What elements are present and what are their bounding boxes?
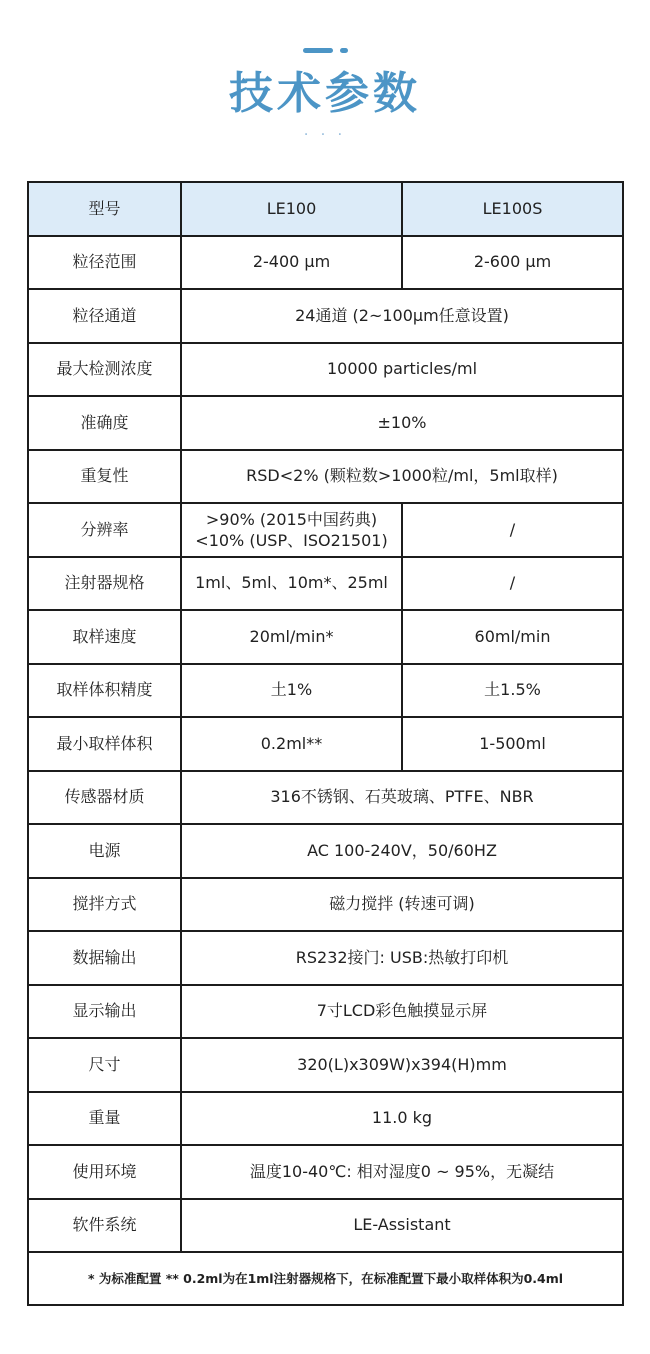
- row-label: 粒径范围: [28, 236, 181, 290]
- column-header-le100: LE100: [181, 182, 402, 236]
- decoration-dot: [340, 48, 348, 53]
- row-value-le100: 0.2ml**: [181, 717, 402, 771]
- spec-table: [27, 181, 624, 1306]
- table-row: [28, 1199, 623, 1253]
- table-row: [28, 610, 623, 664]
- row-label: 取样体积精度: [28, 664, 181, 718]
- column-header-model: 型号: [28, 182, 181, 236]
- title-decoration-dots: · · ·: [303, 127, 347, 143]
- cell-line: <10% (USP、ISO21501): [195, 530, 388, 550]
- row-label: 尺寸: [28, 1038, 181, 1092]
- row-label: 传感器材质: [28, 771, 181, 825]
- table-row: [28, 450, 623, 504]
- table-row: [28, 289, 623, 343]
- row-label: 数据输出: [28, 931, 181, 985]
- row-value-shared: LE-Assistant: [181, 1199, 623, 1253]
- table-row: [28, 664, 623, 718]
- row-value-le100: 土1%: [181, 664, 402, 718]
- row-value-le100: 1ml、5ml、10m*、25ml: [181, 557, 402, 611]
- row-value-shared: 磁力搅拌 (转速可调): [181, 878, 623, 932]
- section-header: [0, 0, 650, 180]
- row-label: 粒径通道: [28, 289, 181, 343]
- row-value-le100: 20ml/min*: [181, 610, 402, 664]
- row-label: 软件系统: [28, 1199, 181, 1253]
- row-value-le100s: 60ml/min: [402, 610, 623, 664]
- row-label: 重量: [28, 1092, 181, 1146]
- row-label: 电源: [28, 824, 181, 878]
- row-value-shared: AC 100-240V，50/60HZ: [181, 824, 623, 878]
- table-row: [28, 343, 623, 397]
- table-row: [28, 236, 623, 290]
- row-label: 取样速度: [28, 610, 181, 664]
- row-value-le100s: /: [402, 503, 623, 557]
- row-label: 注射器规格: [28, 557, 181, 611]
- row-label: 准确度: [28, 396, 181, 450]
- table-row: [28, 396, 623, 450]
- row-value-shared: ±10%: [181, 396, 623, 450]
- row-label: 最大检测浓度: [28, 343, 181, 397]
- row-value-shared: 11.0 kg: [181, 1092, 623, 1146]
- row-value-shared: RS232接门: USB:热敏打印机: [181, 931, 623, 985]
- cell-line: >90% (2015中国药典): [205, 509, 378, 529]
- row-value-le100: [181, 503, 402, 557]
- table-row: [28, 503, 623, 557]
- table-row: [28, 878, 623, 932]
- page-title: 技术参数: [229, 68, 421, 119]
- row-value-shared: 10000 particles/ml: [181, 343, 623, 397]
- row-value-le100s: 1-500ml: [402, 717, 623, 771]
- table-header-row: [28, 182, 623, 236]
- table-row: [28, 557, 623, 611]
- decoration-dash: [303, 48, 333, 53]
- table-row: [28, 771, 623, 825]
- row-value-le100s: 2-600 μm: [402, 236, 623, 290]
- row-label: 搅拌方式: [28, 878, 181, 932]
- table-row: [28, 1038, 623, 1092]
- row-label: 重复性: [28, 450, 181, 504]
- row-value-shared: 7寸LCD彩色触摸显示屏: [181, 985, 623, 1039]
- row-value-shared: 316不锈钢、石英玻璃、PTFE、NBR: [181, 771, 623, 825]
- row-value-shared: 温度10-40℃: 相对湿度0 ~ 95%，无凝结: [181, 1145, 623, 1199]
- footnote: * 为标准配置 ** 0.2ml为在1ml注射器规格下，在标准配置下最小取样体积为0.4ml: [28, 1252, 623, 1305]
- row-value-le100: 2-400 μm: [181, 236, 402, 290]
- table-row: [28, 931, 623, 985]
- table-row: [28, 1145, 623, 1199]
- table-row: [28, 717, 623, 771]
- footnote-row: [28, 1252, 623, 1305]
- row-label: 分辨率: [28, 503, 181, 557]
- column-header-le100s: LE100S: [402, 182, 623, 236]
- table-row: [28, 824, 623, 878]
- row-label: 最小取样体积: [28, 717, 181, 771]
- row-label: 显示输出: [28, 985, 181, 1039]
- table-row: [28, 985, 623, 1039]
- row-value-le100s: /: [402, 557, 623, 611]
- row-value-shared: RSD<2% (颗粒数>1000粒/ml，5ml取样): [181, 450, 623, 504]
- table-row: [28, 1092, 623, 1146]
- row-value-shared: 320(L)x309W)x394(H)mm: [181, 1038, 623, 1092]
- row-value-le100s: 土1.5%: [402, 664, 623, 718]
- row-label: 使用环境: [28, 1145, 181, 1199]
- row-value-shared: 24通道 (2~100μm任意设置): [181, 289, 623, 343]
